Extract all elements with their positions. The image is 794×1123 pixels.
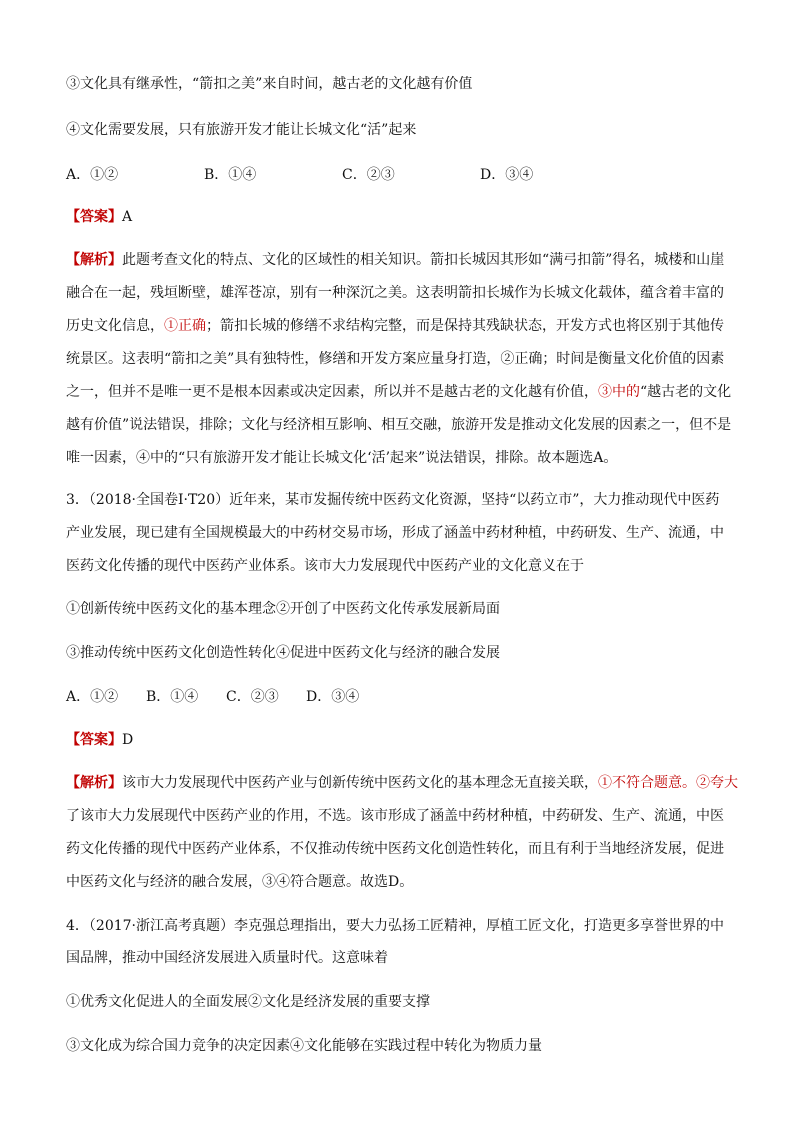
q4-statements-3-4: ③文化成为综合国力竞争的决定因素④文化能够在实践过程中转化为物质力量 [66,1038,542,1054]
q4-stem-line-1: 4．（2017·浙江高考真题）李克强总理指出，要大力弘扬工匠精神，厚植工匠文化，打造更多享誉世界的中 [66,918,724,934]
analysis-label: 【解析】 [66,252,122,268]
q2-analysis-line-1: 【解析】此题考查文化的特点、文化的区域性的相关知识。箭扣长城因其形如“满弓扣箭”得名，城楼和山崖 [66,252,725,268]
q3-answer [66,730,133,750]
q2-analysis-line-6: 越有价值”说法错误，排除；文化与经济相互影响、相互交融，旅游开发是推动文化发展的因素之一，但不是 [66,417,732,433]
q3-analysis-line-1: 【解析】该市大力发展现代中医药产业与创新传统中医药文化的基本理念无直接关联，①不符合题意。②夸大 [66,775,738,791]
answer-label: 【答案】 [66,732,122,748]
q2-options [66,165,533,185]
q2-option-c: C．②③ [342,167,395,183]
q3-option-a: A．①② [66,689,119,705]
q3-statements-1-2: ①创新传统中医药文化的基本理念②开创了中医药文化传承发展新局面 [66,601,500,617]
q3-analysis-line-3: 药文化传播的现代中医药产业体系，不仅推动传统中医药文化创造性转化，而且有利于当地经济发展，促进 [66,841,724,857]
q3-statements-3-4: ③推动传统中医药文化创造性转化④促进中医药文化与经济的融合发展 [66,645,500,661]
q2-analysis-line-4: 统景区。这表明“箭扣之美”具有独特性，修缮和开发方案应量身打造，②正确；时间是衡量文化价值的因素 [66,351,725,367]
q2-answer [66,207,132,227]
q2-statement-3: ③文化具有继承性，“箭扣之美”来自时间，越古老的文化越有价值 [66,76,473,92]
q2-statement-4: ④文化需要发展，只有旅游开发才能让长城文化“活”起来 [66,122,417,138]
q2-analysis-line-5: 之一，但并不是唯一更不是根本因素或决定因素，所以并不是越古老的文化越有价值，③中的“越古老的文化 [66,384,732,400]
q3-analysis-line-4: 中医药文化与经济的融合发展，③④符合题意。故选D。 [66,874,414,890]
q3-stem-line-3: 医药文化传播的现代中医药产业体系。该市大力发展现代中医药产业的文化意义在于 [66,558,584,574]
highlight-text: ③中的 [598,384,640,400]
q3-option-c: C．②③ [226,689,279,705]
q4-statements-1-2: ①优秀文化促进人的全面发展②文化是经济发展的重要支撑 [66,994,430,1010]
q4-stem-line-2: 国品牌，推动中国经济发展进入质量时代。这意味着 [66,950,388,966]
q2-analysis-line-2: 融合在一起，残垣断壁，雄浑苍凉，别有一种深沉之美。这表明箭扣长城作为长城文化载体，蕴含着丰富的 [66,285,724,301]
q3-stem-line-2: 产业发展，现已建有全国规模最大的中药材交易市场，形成了涵盖中药材种植，中药研发、生产、流通，中 [66,525,724,541]
q3-option-b: B．①④ [146,689,199,705]
highlight-text: ①不符合题意。②夸大 [598,775,738,791]
q2-option-b: B．①④ [204,167,257,183]
q2-analysis-line-7: 唯一因素，④中的“只有旅游开发才能让长城文化‘活’起来”说法错误，排除。故本题选A。 [66,450,618,466]
analysis-label: 【解析】 [66,775,122,791]
q3-option-d: D．③④ [306,689,360,705]
q3-stem-line-1: 3．（2018·全国卷Ⅰ·T20）近年来，某市发掘传统中医药文化资源，坚持“以药立市”，大力推动现代中医药 [66,492,720,508]
highlight-text: ①正确 [164,318,206,334]
answer-value: A [122,209,133,225]
q3-options [66,687,359,707]
q2-option-a: A．①② [66,167,119,183]
q2-option-d: D．③④ [480,167,534,183]
q2-analysis-line-3: 历史文化信息，①正确；箭扣长城的修缮不求结构完整，而是保持其残缺状态，开发方式也将区别于其他传 [66,318,724,334]
answer-label: 【答案】 [66,209,122,225]
answer-value: D [122,732,134,748]
q3-analysis-line-2: 了该市大力发展现代中医药产业的作用，不选。该市形成了涵盖中药材种植，中药研发、生产、流通，中医 [66,808,724,824]
